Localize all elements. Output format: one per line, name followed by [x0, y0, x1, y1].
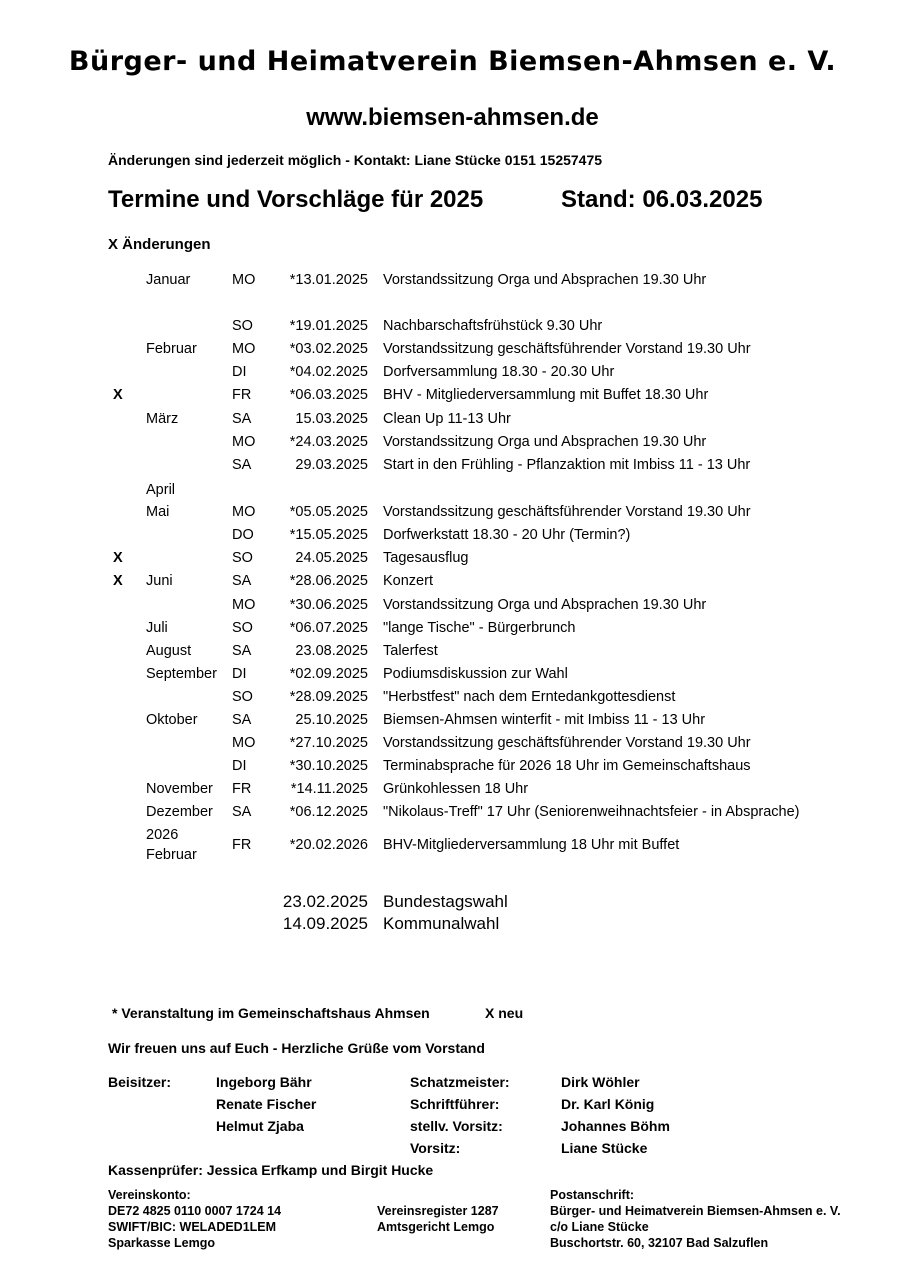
event-description: Dorfversammlung 18.30 - 20.30 Uhr	[383, 364, 615, 380]
event-year: 2026	[146, 827, 179, 843]
event-date: *19.01.2025	[289, 318, 368, 334]
event-month: März	[146, 411, 179, 427]
event-day: MO	[232, 341, 256, 357]
event-description: Podiumsdiskussion zur Wahl	[383, 666, 568, 682]
register-line: Vereinsregister 1287	[377, 1204, 499, 1218]
event-date: *02.09.2025	[289, 666, 368, 682]
event-day: SA	[232, 804, 252, 820]
role-name: Dr. Karl König	[561, 1096, 655, 1112]
event-date: *05.05.2025	[289, 504, 368, 520]
event-month: Februar	[146, 847, 197, 863]
election-date: 23.02.2025	[282, 892, 368, 911]
event-date: 29.03.2025	[295, 457, 368, 473]
event-day: SO	[232, 689, 253, 705]
event-month: November	[146, 781, 213, 797]
event-day: SO	[232, 318, 253, 334]
event-day: SA	[232, 457, 252, 473]
event-date: 23.08.2025	[295, 643, 368, 659]
event-day: DI	[232, 758, 247, 774]
event-day: SO	[232, 620, 253, 636]
event-description: Biemsen-Ahmsen winterfit - mit Imbiss 11 - 13 Uhr	[383, 712, 706, 728]
changes-note: Änderungen sind jederzeit möglich - Kontakt: Liane Stücke 0151 15257475	[108, 152, 603, 168]
register-line: Amtsgericht Lemgo	[377, 1220, 495, 1234]
event-day: SA	[232, 643, 252, 659]
event-month: Juli	[146, 620, 168, 636]
stand-date: Stand: 06.03.2025	[561, 186, 763, 213]
role-label: stellv. Vorsitz:	[410, 1118, 503, 1134]
beisitzer-name: Helmut Zjaba	[216, 1118, 304, 1134]
event-description: Dorfwerkstatt 18.30 - 20 Uhr (Termin?)	[383, 527, 631, 543]
event-day: FR	[232, 837, 252, 853]
event-day: MO	[232, 597, 256, 613]
event-description: Konzert	[383, 573, 433, 589]
bank-line: Vereinskonto:	[108, 1188, 191, 1202]
website-link[interactable]: www.biemsen-ahmsen.de	[306, 104, 599, 131]
event-date: *03.02.2025	[289, 341, 368, 357]
beisitzer-label: Beisitzer:	[108, 1074, 172, 1090]
address-line: Postanschrift:	[550, 1188, 635, 1202]
event-description: "lange Tische" - Bürgerbrunch	[383, 620, 576, 636]
beisitzer-name: Renate Fischer	[216, 1096, 317, 1112]
event-date: *06.07.2025	[289, 620, 368, 636]
role-name: Johannes Böhm	[561, 1118, 670, 1134]
event-day: MO	[232, 272, 256, 288]
bank-line: Sparkasse Lemgo	[108, 1236, 215, 1250]
event-day: MO	[232, 504, 256, 520]
event-date: *28.09.2025	[289, 689, 368, 705]
event-description: Clean Up 11-13 Uhr	[383, 411, 511, 427]
event-month: April	[146, 482, 176, 498]
event-date: *06.12.2025	[289, 804, 368, 820]
address-line: Bürger- und Heimatverein Biemsen-Ahmsen e. V.	[550, 1204, 841, 1218]
role-label: Schatzmeister:	[410, 1074, 510, 1090]
club-title: Bürger- und Heimatverein Biemsen-Ahmsen e. V.	[68, 46, 837, 77]
event-description: Vorstandssitzung Orga und Absprachen 19.30 Uhr	[383, 597, 707, 613]
event-date: *24.03.2025	[289, 434, 368, 450]
event-date: *27.10.2025	[289, 735, 368, 751]
role-name: Dirk Wöhler	[561, 1074, 640, 1090]
event-description: Start in den Frühling - Pflanzaktion mit Imbiss 11 - 13 Uhr	[383, 457, 751, 473]
event-description: Tagesausflug	[383, 550, 469, 566]
event-date: *13.01.2025	[289, 272, 368, 288]
bank-details	[108, 1187, 281, 1251]
event-month: Dezember	[146, 804, 213, 820]
event-description: Vorstandssitzung geschäftsführender Vorstand 19.30 Uhr	[383, 735, 751, 751]
postal-address	[550, 1187, 841, 1251]
event-day: DO	[232, 527, 254, 543]
event-date: *30.10.2025	[289, 758, 368, 774]
register-details	[377, 1203, 499, 1235]
role-name: Liane Stücke	[561, 1140, 648, 1156]
event-day: SA	[232, 573, 252, 589]
schedule-heading: Termine und Vorschläge für 2025	[108, 186, 484, 213]
election-name: Bundestagswahl	[383, 892, 508, 911]
event-description: Vorstandssitzung Orga und Absprachen 19.30 Uhr	[383, 272, 707, 288]
event-date: *06.03.2025	[289, 387, 368, 403]
event-description: Vorstandssitzung Orga und Absprachen 19.30 Uhr	[383, 434, 707, 450]
event-day: MO	[232, 434, 256, 450]
event-description: Terminabsprache für 2026 18 Uhr im Gemeinschaftshaus	[383, 758, 751, 774]
event-date: *28.06.2025	[289, 573, 368, 589]
event-description: Vorstandssitzung geschäftsführender Vorstand 19.30 Uhr	[383, 504, 751, 520]
event-day: SA	[232, 411, 252, 427]
election-name: Kommunalwahl	[383, 914, 500, 933]
event-month: Januar	[146, 272, 191, 288]
event-month: Juni	[146, 573, 173, 589]
bank-line: SWIFT/BIC: WELADED1LEM	[108, 1220, 277, 1234]
event-description: Grünkohlessen 18 Uhr	[383, 781, 529, 797]
event-day: MO	[232, 735, 256, 751]
event-description: "Herbstfest" nach dem Erntedankgottesdienst	[383, 689, 676, 705]
event-day: SO	[232, 550, 253, 566]
change-marker: X	[113, 550, 123, 566]
beisitzer-name: Ingeborg Bähr	[216, 1074, 312, 1090]
event-description: Vorstandssitzung geschäftsführender Vorstand 19.30 Uhr	[383, 341, 751, 357]
event-date: *20.02.2026	[289, 837, 368, 853]
event-month: Oktober	[146, 712, 198, 728]
greeting: Wir freuen uns auf Euch - Herzliche Grüße vom Vorstand	[108, 1040, 485, 1056]
role-label: Vorsitz:	[410, 1140, 461, 1156]
role-label: Schriftführer:	[410, 1096, 500, 1112]
event-day: DI	[232, 364, 247, 380]
address-line: Buschortstr. 60, 32107 Bad Salzuflen	[550, 1236, 769, 1250]
event-day: FR	[232, 387, 252, 403]
event-date: 25.10.2025	[295, 712, 368, 728]
changes-legend: X Änderungen	[108, 236, 211, 253]
event-date: *14.11.2025	[290, 781, 368, 797]
event-day: FR	[232, 781, 252, 797]
event-date: *30.06.2025	[289, 597, 368, 613]
event-description: Nachbarschaftsfrühstück 9.30 Uhr	[383, 318, 603, 334]
event-day: DI	[232, 666, 247, 682]
event-date: 24.05.2025	[295, 550, 368, 566]
change-marker: X	[113, 573, 123, 589]
footnote: * Veranstaltung im Gemeinschaftshaus Ahmsen	[112, 1005, 430, 1021]
event-description: Talerfest	[383, 643, 438, 659]
event-description: BHV-Mitgliederversammlung 18 Uhr mit Buffet	[383, 837, 680, 853]
election-date: 14.09.2025	[282, 914, 368, 933]
event-description: "Nikolaus-Treff" 17 Uhr (Seniorenweihnachtsfeier - in Absprache)	[383, 804, 800, 820]
kassenpruefer: Kassenprüfer: Jessica Erfkamp und Birgit Hucke	[108, 1162, 434, 1178]
new-legend: X neu	[485, 1005, 524, 1021]
address-line: c/o Liane Stücke	[550, 1220, 649, 1234]
event-month: August	[146, 643, 192, 659]
event-month: Mai	[146, 504, 170, 520]
event-description: BHV - Mitgliederversammlung mit Buffet 18.30 Uhr	[383, 387, 709, 403]
bank-line: DE72 4825 0110 0007 1724 14	[108, 1204, 282, 1218]
event-month: Februar	[146, 341, 197, 357]
event-date: *04.02.2025	[289, 364, 368, 380]
event-date: 15.03.2025	[295, 411, 368, 427]
event-month: September	[146, 666, 217, 682]
event-date: *15.05.2025	[289, 527, 368, 543]
event-day: SA	[232, 712, 252, 728]
change-marker: X	[113, 387, 123, 403]
